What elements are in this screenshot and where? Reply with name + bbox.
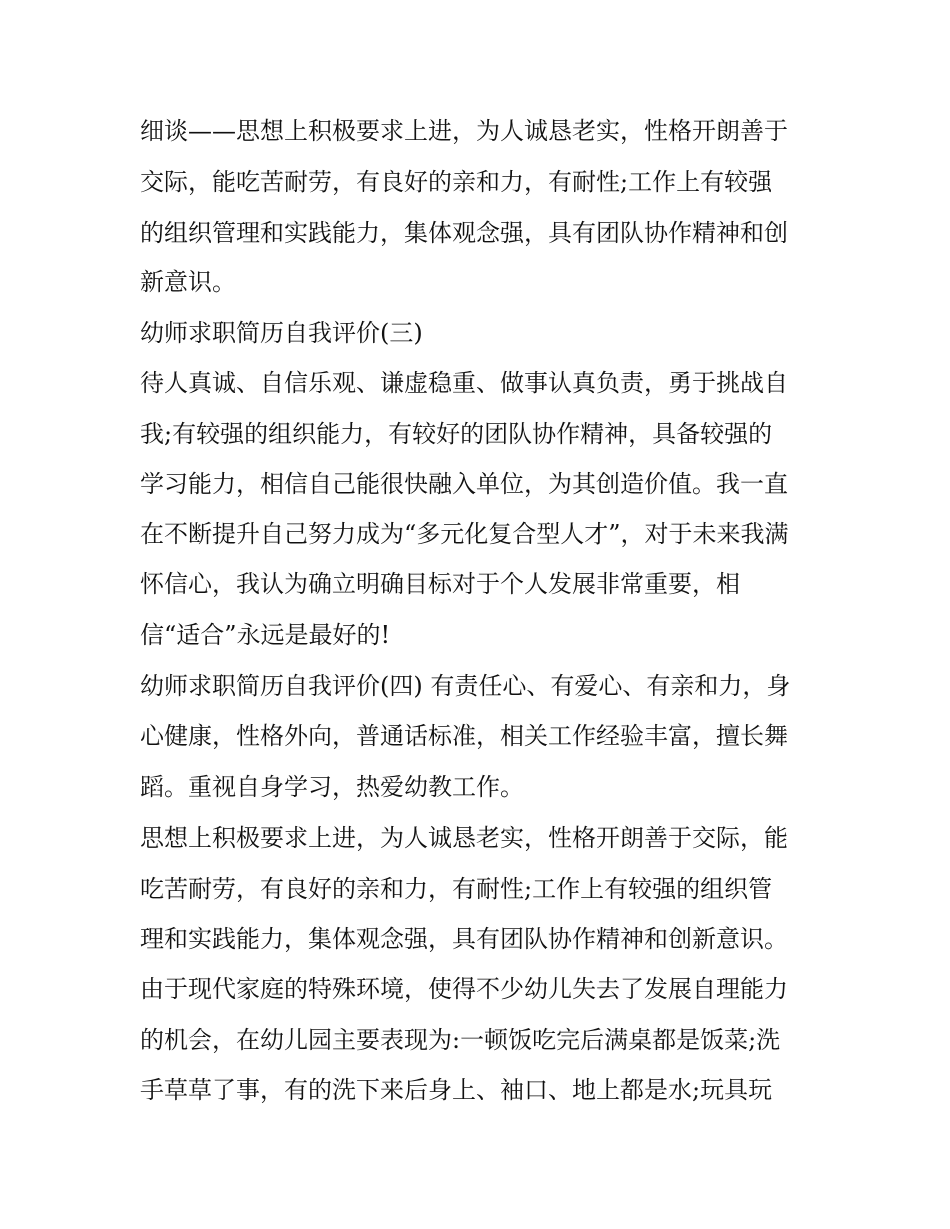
text-line: 在不断提升自己努力成为“多元化复合型人才”，对于未来我满 (140, 520, 789, 548)
text-line: 的机会，在幼儿园主要表现为:一顿饭吃完后满桌都是饭菜;洗 (140, 1026, 781, 1054)
text-line: 思想上积极要求上进，为人诚恳老实，性格开朗善于交际，能 (140, 824, 788, 852)
text-line: 心健康，性格外向，普通话标准，相关工作经验丰富，擅长舞 (140, 722, 788, 750)
text-line: 待人真诚、自信乐观、谦虚稳重、做事认真负责，勇于挑战自 (140, 369, 788, 397)
text-line: 怀信心，我认为确立明确目标对于个人发展非常重要，相 (140, 570, 740, 598)
text-line: 学习能力，相信自己能很快融入单位，为其创造价值。我一直 (140, 470, 788, 498)
text-line: 我;有较强的组织能力，有较好的团队协作精神，具备较强的 (140, 420, 773, 448)
section-heading: 幼师求职简历自我评价(三) (140, 319, 423, 347)
section-heading: 幼师求职简历自我评价(四) 有责任心、有爱心、有亲和力，身 (140, 672, 791, 700)
text-line: 理和实践能力，集体观念强，具有团队协作精神和创新意识。 (140, 925, 788, 953)
text-line: 信“适合”永远是最好的! (140, 621, 391, 649)
text-line: 蹈。重视自身学习，热爱幼教工作。 (140, 773, 524, 801)
text-line: 吃苦耐劳，有良好的亲和力，有耐性;工作上有较强的组织管 (140, 875, 773, 903)
text-line: 新意识。 (140, 268, 236, 296)
text-line: 由于现代家庭的特殊环境，使得不少幼儿失去了发展自理能力 (140, 975, 788, 1003)
text-line: 的组织管理和实践能力，集体观念强，具有团队协作精神和创 (140, 219, 788, 247)
text-line: 手草草了事，有的洗下来后身上、袖口、地上都是水;玩具玩 (140, 1076, 773, 1104)
text-line: 细谈——思想上积极要求上进，为人诚恳老实，性格开朗善于 (140, 117, 788, 145)
text-line: 交际，能吃苦耐劳，有良好的亲和力，有耐性;工作上有较强 (140, 168, 773, 196)
